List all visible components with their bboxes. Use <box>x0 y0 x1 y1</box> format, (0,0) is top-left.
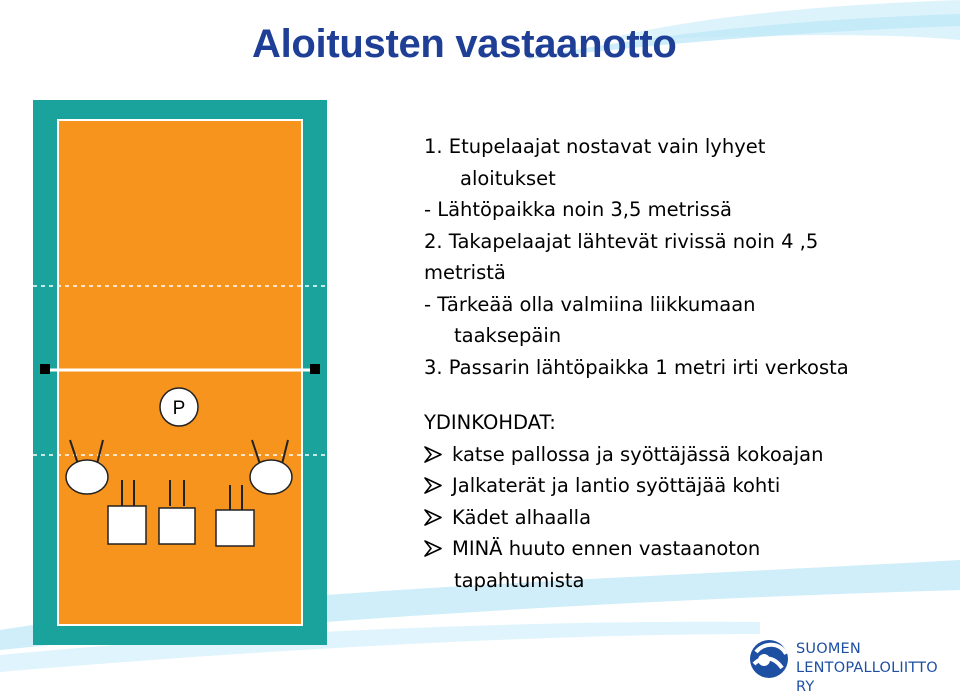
logo-line-1: SUOMEN <box>796 641 861 657</box>
text-line: aloitukset <box>460 166 556 190</box>
player-back-3 <box>216 510 254 546</box>
player-back-2 <box>159 508 195 544</box>
focus-item-text: katse pallossa ja syöttäjässä kokoajan <box>452 442 824 466</box>
focus-item <box>424 439 944 471</box>
arrow-bullet-icon <box>424 533 452 557</box>
net-post-left <box>40 364 50 374</box>
setter-label: P <box>172 398 186 419</box>
player-back-1 <box>108 506 146 544</box>
focus-heading: YDINKOHDAT: <box>424 411 556 434</box>
slide-title: Aloitusten vastaanotto <box>252 22 677 66</box>
logo-line-2: LENTOPALLOLIITTO RY <box>796 660 938 695</box>
focus-item <box>424 533 944 565</box>
text-line: 2. Takapelaajat lähtevät rivissä noin 4 ,5 <box>424 229 819 253</box>
arrow-bullet-icon <box>424 439 452 463</box>
text-line: - Lähtöpaikka noin 3,5 metrissä <box>424 198 732 221</box>
arrow-bullet-icon <box>424 470 452 494</box>
court-diagram <box>30 100 330 645</box>
focus-item-continuation: tapahtumista <box>454 568 585 592</box>
focus-item <box>424 470 944 502</box>
text-line: taaksepäin <box>454 324 562 347</box>
arrow-bullet-icon <box>424 502 452 526</box>
focus-item-text: Kädet alhaalla <box>452 505 592 529</box>
logo-text <box>796 640 960 697</box>
text-line: 3. Passarin lähtöpaikka 1 metri irti verkosta <box>424 355 849 379</box>
focus-item <box>424 502 944 534</box>
text-line: metristä <box>424 261 506 284</box>
net-post-right <box>310 364 320 374</box>
player-right <box>250 460 292 494</box>
text-line: - Tärkeää olla valmiina liikkumaan <box>424 292 756 316</box>
player-left <box>66 460 108 494</box>
slide-content <box>424 131 944 596</box>
focus-item-text: Jalkaterät ja lantio syöttäjää kohti <box>452 474 781 497</box>
court-floor <box>58 120 302 625</box>
focus-item-text: MINÄ huuto ennen vastaanoton <box>452 537 761 560</box>
text-line: 1. Etupelaajat nostavat vain lyhyet <box>424 135 766 158</box>
